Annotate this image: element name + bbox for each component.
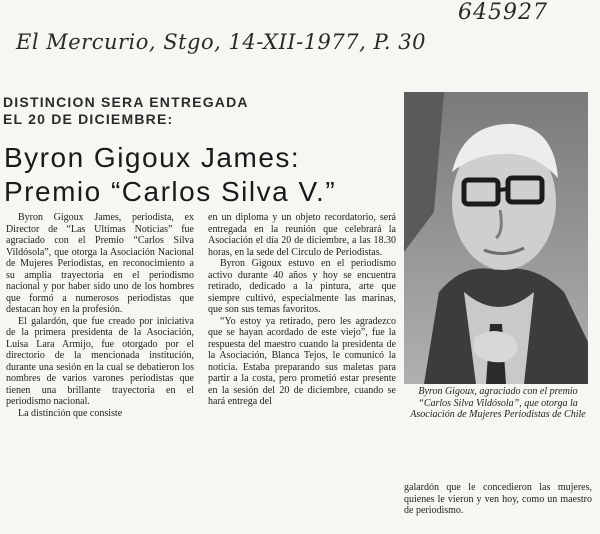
headline-line-1: Byron Gigoux James: bbox=[4, 142, 301, 173]
headline-line-2: Premio “Carlos Silva V.” bbox=[4, 176, 337, 207]
handwritten-source-note: El Mercurio, Stgo, 14-XII-1977, P. 30 bbox=[16, 30, 426, 54]
kicker-line-1: DISTINCION SERA ENTREGADA bbox=[3, 94, 249, 110]
paragraph: Byron Gigoux James, periodista, ex Director de “Las Ultimas Noticias” fue agraciado con el Premio “Carlos Silva Vildósola”, que otorga la Asociación Nacional de Mujeres Periodistas, en reconocimiento a su amplia trayectoria en el periodismo nacional y por haber sido uno de los hombres que formó a numerosos periodistas que destacan hoy en la profesión. bbox=[6, 212, 194, 315]
portrait-photo bbox=[404, 92, 588, 384]
archive-number: 645927 bbox=[458, 0, 548, 25]
paragraph: “Yo estoy ya retirado, pero les agradezco que se hayan acordado de este viejo”, fue la respuesta del maestro cuando la presidenta de la Asociación, Blanca Tejos, le comunicó la noticia. Estaba preparando sus maletas para partir a la costa, pero prometió estar presente en la sesión del 20 de diciembre, cuando se hará entrega del bbox=[208, 315, 396, 407]
article-column-3 bbox=[404, 482, 592, 517]
portrait-illustration bbox=[404, 92, 588, 384]
kicker-line-2: EL 20 DE DICIEMBRE: bbox=[3, 111, 174, 127]
paragraph: El galardón, que fue creado por iniciativa de la primera presidenta de la Asociación, Luisa Lara Armijo, fue otorgado por el directorio de la mencionada institución, durante una sesión en la cual se debatieron los nombres de varios varones periodistas que tienen una brillante trayectoria en el periodismo nacional. bbox=[6, 315, 194, 407]
paragraph: galardón que le concedieron las mujeres, quienes le vieron y ven hoy, como un maestro de periodismo. bbox=[404, 482, 592, 516]
article-column-1 bbox=[6, 212, 194, 419]
paragraph: en un diploma y un objeto recordatorio, será entregada en la reunión que celebrará la Asociación el día 20 de diciembre, a las 18.30 horas, en la sede del Circulo de Periodistas. bbox=[208, 212, 396, 258]
paragraph: La distinción que consiste bbox=[18, 407, 123, 419]
paragraph: Byron Gigoux estuvo en el periodismo activo durante 40 años y hoy se encuentra retirado, dedicado a la pintura, arte que siempre cultivó, especialmente las marinas, que son sus temas favoritos. bbox=[208, 258, 396, 315]
photo-caption: Byron Gigoux, agraciado con el premio “Carlos Silva Vildósola”, que otorga la Asociación de Mujeres Periodistas de Chile bbox=[410, 386, 586, 420]
article-column-2 bbox=[208, 212, 396, 408]
